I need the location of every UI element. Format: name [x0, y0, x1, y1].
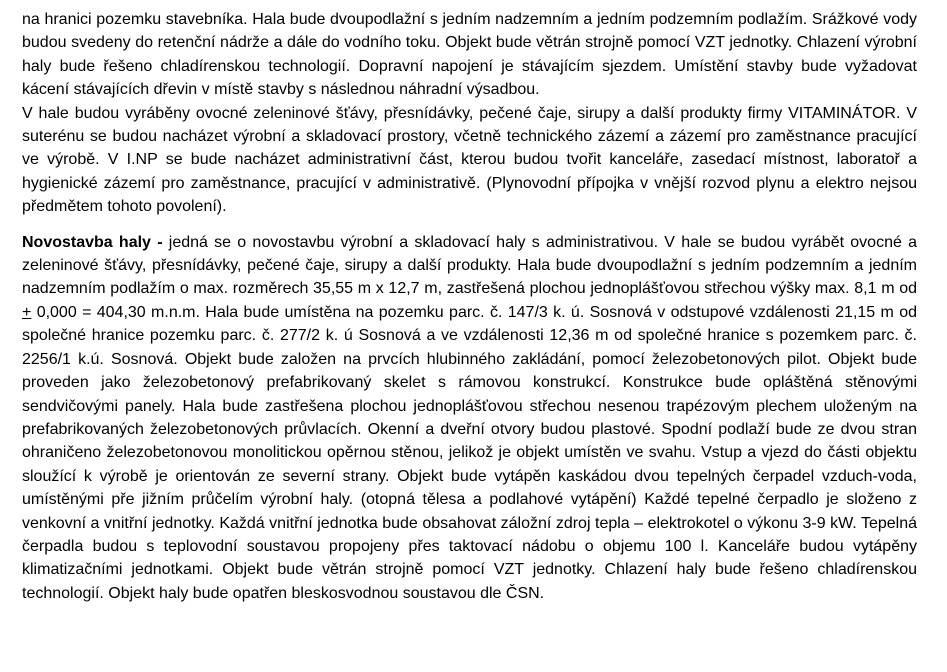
paragraph-site-description: na hranici pozemku stavebníka. Hala bude dvoupodlažní s jedním nadzemním a jedním podzemním podlažím. Srážkové vody budou svedeny do retenční nádrže a dále do vodního toku. Objekt bude větrán strojně pomocí VZT jednotky. Chlazení výrobní haly bude řešeno chladírenskou technologií. Dopravní napojení je stávajícím sjezdem. Umístění stavby bude vyžadovat kácení stávajících dřevin v místě stavby s následnou náhradní výsadbou. [22, 11, 917, 99]
paragraph-new-hall-text-2: 0,000 = 404,30 m.n.m. Hala bude umístěna na pozemku parc. č. 147/3 k. ú. Sosnová v odstupové vzdálenosti 21,15 m od společné hranice pozemku parc. č. 277/2 k. ú Sosnová a ve vzdálenosti 12,36 m od společné hranice s pozemkem parc. č. 2256/1 k.ú. Sosnová. Objekt bude založen na prvcích hlubinného zakládání, pomocí železobetonových pilot. Objekt bude proveden jako železobetonový prefabrikovaný skelet s rámovou konstrukcí. Konstrukce bude opláštěná stěnovými sendvičovými panely. Hala bude zastřešena plochou jednoplášťovou střechou nesenou trapézovým plechem uloženým na prefabrikovaných železobetonových průvlacích. Okenní a dveřní otvory budou plastové. Spodní podlaží bude ze dvou stran ohraničeno železobetonovou monolitickou opěrnou stěnou, jelikož je objekt umístěn ve svahu. Vstup a vjezd do části objektu sloužící k výrobě je orientován ze severní strany. Objekt bude vytápěn kaskádou dvou tepelných čerpadel vzduch-voda, umístěnými pře jižním průčelím výrobní haly. (otopná tělesa a podlahové vytápění) Každé tepelné čerpadlo je složeno z venkovní a vnitřní jednotky. Každá vnitřní jednotka bude obsahovat záložní zdroj tepla – elektrokotel o výkonu 3-9 kW. Tepelná čerpadla budou s teplovodní soustavou propojeny přes taktovací nádobu o objemu 100 l. Kanceláře budou vytápěny klimatizačními jednotkami. Objekt bude větrán strojně pomocí VZT jednotky. Chlazení haly bude řešeno chladírenskou technologií. Objekt haly bude opatřen bleskosvodnou soustavou dle ČSN. [22, 303, 917, 602]
section-heading: Novostavba haly - [22, 233, 163, 251]
paragraph-production-description: V hale budou vyráběny ovocné zeleninové šťávy, přesnídávky, pečené čaje, sirupy a další produkty firmy VITAMINÁTOR. V suterénu se budou nacházet výrobní a skladovací prostory, včetně technického zázemí a zázemí pro zaměstnance pracující ve výrobě. V I.NP se bude nacházet administrativní část, kterou budou tvořit kanceláře, zasedací místnost, laboratoř a hygienické zázemí pro zaměstnance, pracující v administrativě. (Plynovodní přípojka v vnější rozvod plynu a elektro nejsou předmětem tohoto povolení). [22, 104, 917, 216]
plus-minus-symbol: + [22, 303, 32, 321]
document-page [22, 8, 917, 605]
paragraph-new-hall [22, 231, 917, 606]
paragraph-new-hall-text-1: jedná se o novostavbu výrobní a skladovací haly s administrativou. V hale se budou vyrábět ovocné a zeleninové šťávy, přesnídávky, pečené čaje, sirupy a další produkty. Hala bude dvoupodlažní s jedním podzemním a jedním nadzemním podlažím o max. rozměrech 35,55 m x 12,7 m, zastřešená plochou jednoplášťovou střechou výšky max. 8,1 m od [22, 233, 918, 298]
